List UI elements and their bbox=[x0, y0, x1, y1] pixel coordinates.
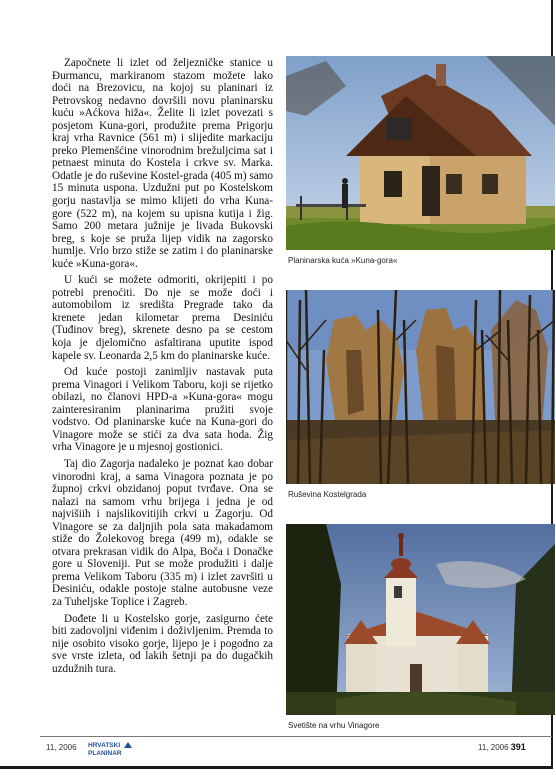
footer-right bbox=[478, 742, 526, 752]
article-column bbox=[52, 57, 273, 679]
logo-line2: PLANINAR bbox=[88, 750, 122, 757]
paragraph-2: U kući se možete odmoriti, okrijepiti i po potrebi prenoćiti. Do nje se može doći i automobilom iz središta Pregrade tako da krenete jedan kilometar prema Desiniću (Tuđinov breg), skrenete desno pa se cestom koja je djelomično asfaltirana uputite ispod kapele sv. Leonarda 2,5 km do planinarske kuće. bbox=[52, 274, 273, 362]
paragraph-3: Od kuće postoji zanimljiv nastavak puta prema Vinagori i Velikom Taboru, koji se rijetko obilazi, no članovi HPD-a »Kuna-gora« mogu zainteresiranim planinarima pružiti svoje vodstvo. Od planinarske kuće na Kuna-gori do Vinagore može se stići za dva sata hoda. Žig vrha Vinagore je u mjesnoj gostionici. bbox=[52, 366, 273, 454]
footer-issue-right: 11, 2006 bbox=[478, 743, 509, 752]
photo-castle-ruin bbox=[286, 290, 555, 484]
footer-rule bbox=[40, 736, 552, 737]
caption-mountain-hut: Planinarska kuća »Kuna-gora« bbox=[288, 256, 398, 265]
magazine-logo bbox=[86, 739, 134, 758]
paragraph-4: Taj dio Zagorja nadaleko je poznat kao dobar vinorodni kraj, a sama Vinagora poznata je po župnoj crkvi obzidanoj poput tvrđave. Ona se nalazi na samom vrhu brijega i jedna je od najvišiih i najslikovitijih crkvi u Zagorju. Od Vinagore se za daljnjih pola sata makadamom stiže do Žolekovog brega (499 m), odakle se otvara prekrasan vidik do Alpa, Boča i Donačke gore u Sloveniji. Put se može produžiti i dalje prema Velikom Taboru (335 m) i izlet završiti u Desiniću, odakle postoje stalne autobusne veze za Tuheljske Toplice i Zagreb. bbox=[52, 457, 273, 608]
page-number: 391 bbox=[510, 742, 526, 752]
caption-castle-ruin: Ruševina Kostelgrada bbox=[288, 490, 367, 499]
photo-vinagora-church bbox=[286, 524, 555, 715]
photo-mountain-hut bbox=[286, 56, 555, 250]
caption-vinagora-church: Svetište na vrhu Vinagore bbox=[288, 721, 380, 730]
paragraph-1: Započnete li izlet od željezničke stanice u Đurmancu, markiranom stazom možete lako doći na Brezovicu, na kojoj su planinari iz Petrovskog nedavno dovršili novu planinarsku kuću »Aćkova hiža«. Želite li izlet povezati s posjetom Kuna-gori, produžite prema Prigorju kraj vrha Ravnice (561 m) i slijedite markaciju preko Plemenšćine vinorodnim brežuljcima sat i petnaest minuta do Kostela i crkve sv. Marka. Odatle je do ruševine Kostel-grada (405 m) samo 15 minuta uspona. Uzdužni put po Kostelskom gorju nastavlja se mimo klijeti do vrha Kuna-gore (522 m), na kojem su upisna kutija i žig. Samo 200 metara južnije je livada Bukovski breg, s koje se pruža lijep vidik na zagorsko humlje. Vrlo brzo stiže se zatim i do planinarske kuće »Kuna-gora«. bbox=[52, 57, 273, 270]
paragraph-5: Dođete li u Kostelsko gorje, zasigurno ćete biti zadovoljni viđenim i doživljenim. Premda to nije osobito visoko gorje, lijepo je i pogodno za sve vrste izleta, od lakih šetnji pa do dugačkih uzdužnih tura. bbox=[52, 612, 273, 675]
footer-issue-left: 11, 2006 bbox=[46, 743, 77, 752]
logo-line1: HRVATSKI bbox=[88, 742, 121, 749]
